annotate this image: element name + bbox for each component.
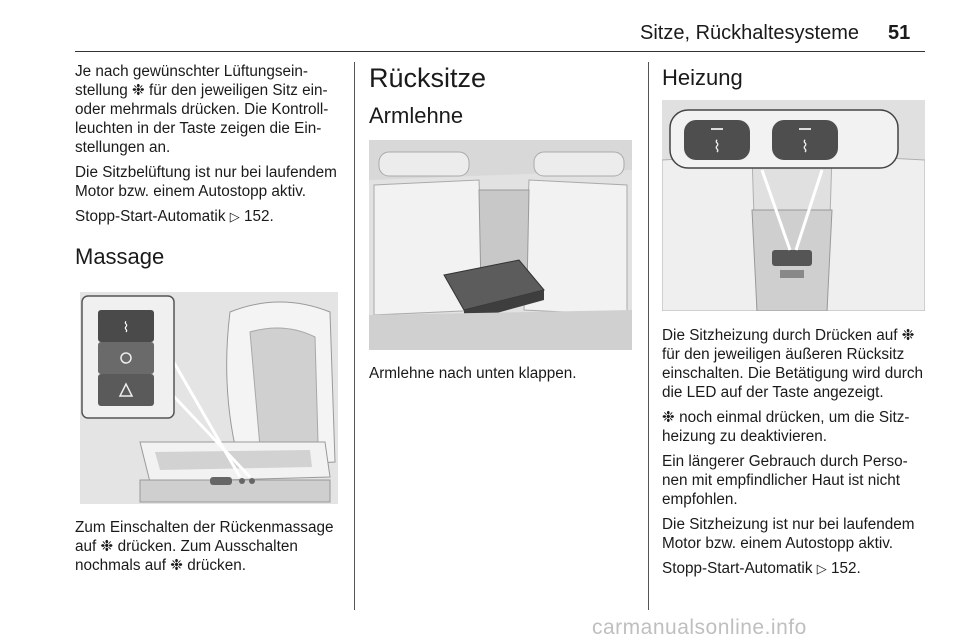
heating-on-paragraph: Die Sitzheizung durch Drücken auf ❉ für den jeweiligen äußeren Rücksitz einschalten. Die Betätigung wird durch die LED auf der Taste angezeigt. <box>662 327 924 401</box>
running-header-title: Sitze, Rückhaltesysteme <box>640 22 859 44</box>
column-divider-1 <box>354 62 355 610</box>
page-number: 51 <box>888 22 911 44</box>
armrest-illustration <box>369 140 632 350</box>
arrow-icon: ▷ <box>229 210 240 225</box>
reference-page[interactable]: 152. <box>826 560 861 577</box>
reference-text: Stopp-Start-Automatik <box>662 560 817 577</box>
svg-text:⌇: ⌇ <box>122 320 130 336</box>
reference-page[interactable]: 152. <box>239 208 274 225</box>
stop-start-reference-right <box>662 559 928 579</box>
stop-start-reference <box>75 207 343 227</box>
chapter-title: Rücksitze <box>369 63 487 93</box>
rear-seat-heating-illustration <box>662 100 925 311</box>
massage-seat-illustration <box>80 292 338 504</box>
armrest-caption: Armlehne nach unten klappen. <box>369 365 577 382</box>
svg-text:⌇: ⌇ <box>801 137 809 156</box>
heating-condition-paragraph: Die Sitzheizung ist nur bei laufendem Motor bzw. einem Autostopp aktiv. <box>662 516 915 552</box>
column-divider-2 <box>648 62 649 610</box>
massage-caption: Zum Einschalten der Rückenmassage auf ❉ drücken. Zum Ausschalten nochmals auf ❉ drücken. <box>75 519 334 574</box>
column-right <box>662 62 928 94</box>
massage-heading: Massage <box>75 244 165 269</box>
sensitive-skin-paragraph: Ein längerer Gebrauch durch Personen mit empfindlicher Haut ist nicht empfohlen. <box>662 453 908 508</box>
column-left <box>75 62 343 271</box>
ventilation-paragraph: Je nach gewünschter Lüftungseinstellung ❉ für den jeweiligen Sitz ein- oder mehrmals drücken. Die Kontrollleuchten in der Taste zeigen die Einstellungen an. <box>75 63 329 156</box>
heating-text-block <box>662 326 928 585</box>
watermark: carmanualsonline.info <box>592 616 807 639</box>
heating-off-paragraph: ❉ noch einmal drücken, um die Sitzheizung zu deaktivieren. <box>662 409 910 445</box>
armrest-caption-block <box>369 364 635 389</box>
header-divider <box>75 51 925 52</box>
arrow-icon: ▷ <box>816 562 827 577</box>
ventilation-condition-paragraph: Die Sitzbelüftung ist nur bei laufendem Motor bzw. einem Autostopp aktiv. <box>75 164 337 200</box>
armrest-heading: Armlehne <box>369 103 464 128</box>
column-middle <box>369 62 635 130</box>
svg-text:⌇: ⌇ <box>713 137 721 156</box>
reference-text: Stopp-Start-Automatik <box>75 208 230 225</box>
heating-heading: Heizung <box>662 65 743 90</box>
massage-caption-block <box>75 518 343 581</box>
